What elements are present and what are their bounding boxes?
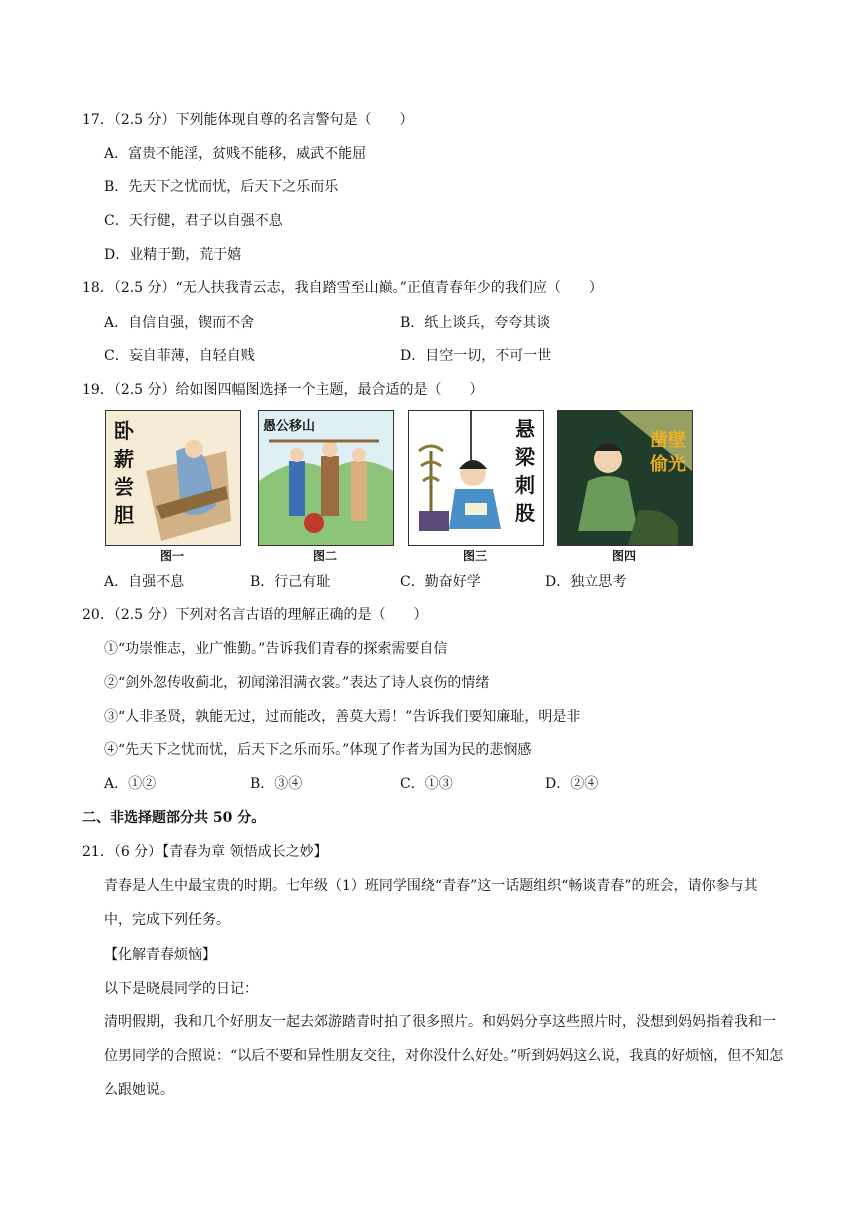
figure-3-char-1: 悬 (515, 417, 535, 441)
q17-option-a: A．富贵不能淫，贫贱不能移，威武不能屈 (104, 146, 367, 162)
question-21-stem: 21．（6 分）【青春为章 领悟成长之妙】 (82, 844, 328, 860)
figure-3-char-3: 刺 (515, 473, 535, 497)
figure-3-char-4: 股 (515, 501, 535, 525)
q20-option-d: D．②④ (545, 776, 599, 792)
question-20-stem: 20．（2.5 分）下列对名言古语的理解正确的是（ ） (82, 607, 428, 623)
q18-option-c: C．妄自菲薄，自轻自贱 (104, 348, 255, 364)
figure-1-char-1: 卧 (114, 419, 134, 443)
q18-option-d: D．目空一切，不可一世 (400, 348, 552, 364)
figure-1-char-3: 尝 (114, 475, 134, 499)
question-17-stem: 17．（2.5 分）下列能体现自尊的名言警句是（ ） (82, 112, 414, 128)
q17-option-d: D．业精于勤，荒于嬉 (104, 247, 242, 263)
figure-4-title-line-2: 偷光 (650, 454, 686, 475)
figure-1-image (105, 410, 241, 546)
figure-1-char-4: 胆 (114, 503, 134, 527)
figure-3-image (408, 410, 544, 546)
figure-1-char-2: 薪 (114, 447, 134, 471)
question-18-stem: 18．（2.5 分）“无人扶我青云志，我自踏雪至山巅。”正值青春年少的我们应（ ） (82, 280, 603, 296)
q20-item-3: ③“人非圣贤，孰能无过，过而能改，善莫大焉！”告诉我们要知廉耻，明是非 (104, 709, 581, 725)
figure-4-title-line-1: 凿壁 (650, 430, 686, 451)
figure-4-caption: 图四 (611, 549, 636, 563)
q20-item-2: ②“剑外忽传收蓟北，初闻涕泪满衣裳。”表达了诗人哀伤的情绪 (104, 675, 490, 691)
q20-item-1: ①“功崇惟志，业广惟勤。”告诉我们青春的探索需要自信 (104, 641, 448, 657)
q21-diary-paragraph: 清明假期，我和几个好朋友一起去郊游踏青时拍了很多照片。和妈妈分享这些照片时，没想到妈妈指着我和一位男同学的合照说：“以后不要和异性朋友交往，对你没什么好处。”听到妈妈这么说，我真的好烦恼，但不知怎么跟她说。 (104, 1014, 784, 1098)
q19-option-c: C．勤奋好学 (400, 574, 481, 590)
figure-4-image (557, 410, 693, 546)
q20-option-c: C．①③ (400, 776, 453, 792)
figure-2-title: 愚公移山 (263, 419, 316, 434)
q17-option-c: C．天行健，君子以自强不息 (104, 213, 283, 229)
q21-diary-intro: 以下是晓晨同学的日记： (104, 981, 258, 997)
figure-2-caption: 图二 (312, 549, 337, 563)
q19-option-b: B．行己有耻 (250, 574, 331, 590)
figure-2-image (258, 410, 394, 546)
q19-option-a: A．自强不息 (104, 574, 185, 590)
q17-option-b: B．先天下之忧而忧，后天下之乐而乐 (104, 179, 339, 195)
q18-option-b: B．纸上谈兵，夸夸其谈 (400, 315, 551, 331)
figure-1-caption: 图一 (159, 549, 184, 563)
figure-3-char-2: 梁 (515, 445, 535, 469)
q20-option-a: A．①② (104, 776, 157, 792)
question-19-stem: 19．（2.5 分）给如图四幅图选择一个主题，最合适的是（ ） (82, 382, 484, 398)
q20-item-4: ④“先天下之忧而忧，后天下之乐而乐。”体现了作者为国为民的悲悯感 (104, 742, 532, 758)
q18-option-a: A．自信自强，锲而不舍 (104, 315, 255, 331)
q21-subsection-title: 【化解青春烦恼】 (104, 947, 216, 963)
q19-option-d: D．独立思考 (545, 574, 627, 590)
q20-option-b: B．③④ (250, 776, 303, 792)
figure-3-caption: 图三 (462, 549, 487, 563)
q21-intro-paragraph: 青春是人生中最宝贵的时期。七年级（1）班同学围绕“青春”这一话题组织“畅谈青春”的班会，请你参与其中，完成下列任务。 (104, 878, 758, 928)
section-2-heading: 二、非选择题部分共 50 分。 (82, 810, 266, 826)
